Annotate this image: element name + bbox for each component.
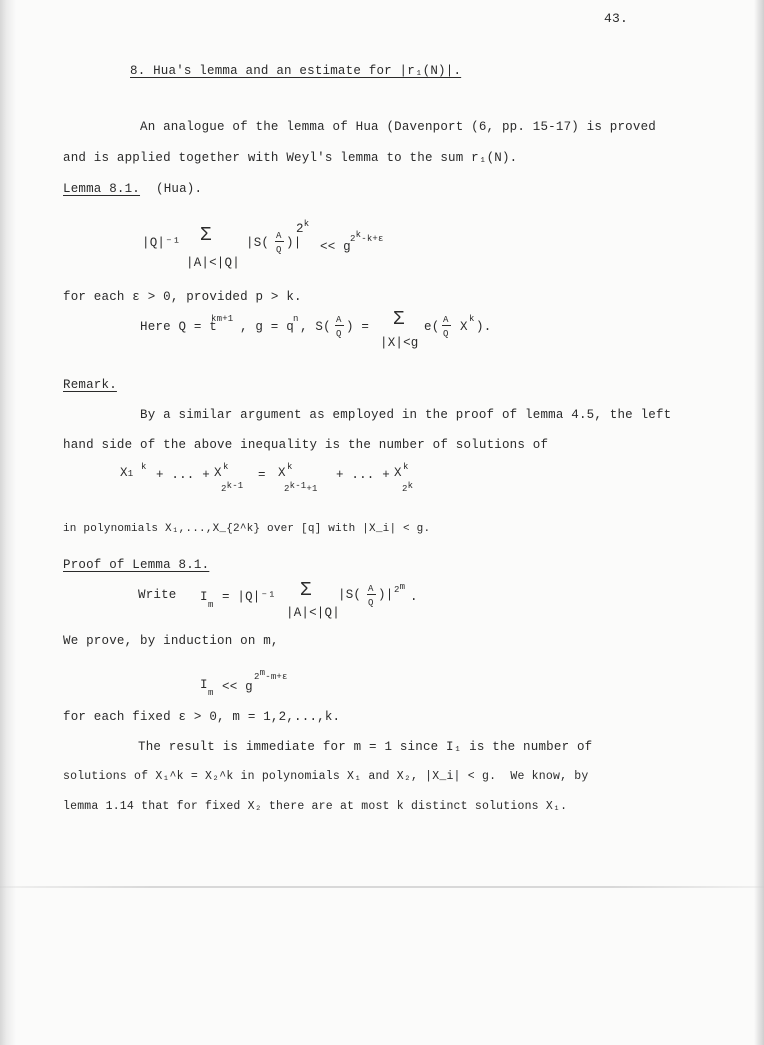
proof-label: Proof of Lemma 8.1.	[63, 558, 210, 572]
intro-line-1: An analogue of the lemma of Hua (Davenport (6, pp. 15-17) is proved	[140, 120, 656, 134]
remark-line-2: hand side of the above inequality is the number of solutions of	[63, 438, 549, 452]
remark-label: Remark.	[63, 378, 117, 392]
lemma-label: Lemma 8.1.	[63, 182, 141, 196]
section-title: 8. Hua's lemma and an estimate for |r₁(N)|.	[130, 64, 462, 78]
scan-edge-left	[0, 0, 16, 1045]
lemma-attribution: (Hua).	[156, 182, 203, 196]
intro-line-2: and is applied together with Weyl's lemma to the sum r₁(N).	[63, 151, 518, 165]
scan-edge-right	[754, 0, 764, 1045]
remark-after: in polynomials X₁,...,X_{2^k} over [q] with |X_i| < g.	[63, 523, 431, 535]
range-line: for each fixed ε > 0, m = 1,2,...,k.	[63, 710, 341, 724]
induction-line: We prove, by induction on m,	[63, 634, 279, 648]
proof-line-1: The result is immediate for m = 1 since I₁ is the number of	[138, 740, 593, 754]
lemma-condition: for each ε > 0, provided p > k.	[63, 290, 302, 304]
proof-line-2: solutions of X₁^k = X₂^k in polynomials X₁ and X₂, |X_i| < g. We know, by	[63, 770, 589, 783]
remark-line-1: By a similar argument as employed in the proof of lemma 4.5, the left	[140, 408, 672, 422]
scan-bottom-edge	[0, 886, 764, 888]
proof-line-3: lemma 1.14 that for fixed X₂ there are at most k distinct solutions X₁.	[63, 800, 568, 813]
page-number: 43.	[604, 11, 629, 26]
